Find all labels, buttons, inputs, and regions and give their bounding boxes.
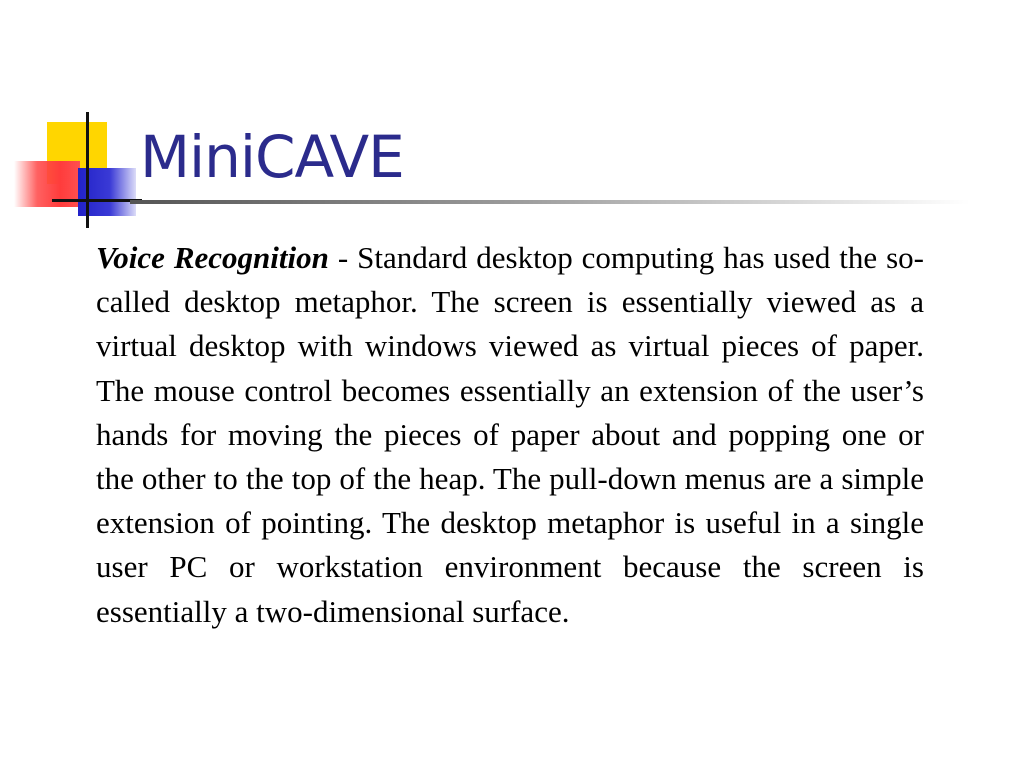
body-paragraph (96, 236, 924, 634)
logo-horizontal-line (52, 199, 142, 202)
paragraph-text: Standard desktop computing has used the so-called desktop metaphor. The screen is essentially viewed as a virtual desktop with windows viewed as virtual pieces of paper. The mouse control becomes essentially an extension of the user’s hands for moving the pieces of paper about and popping one or the other to the top of the heap. The pull-down menus are a simple extension of pointing. The desktop metaphor is useful in a single user PC or workstation environment because the screen is essentially a two-dimensional surface. (96, 240, 925, 629)
logo-vertical-line (86, 112, 89, 228)
slide-title: MiniCAVE (140, 123, 404, 191)
logo-squares-icon (0, 0, 160, 240)
term-separator: - (328, 240, 358, 275)
term-heading: Voice Recognition (96, 240, 329, 275)
title-underline (130, 200, 970, 204)
